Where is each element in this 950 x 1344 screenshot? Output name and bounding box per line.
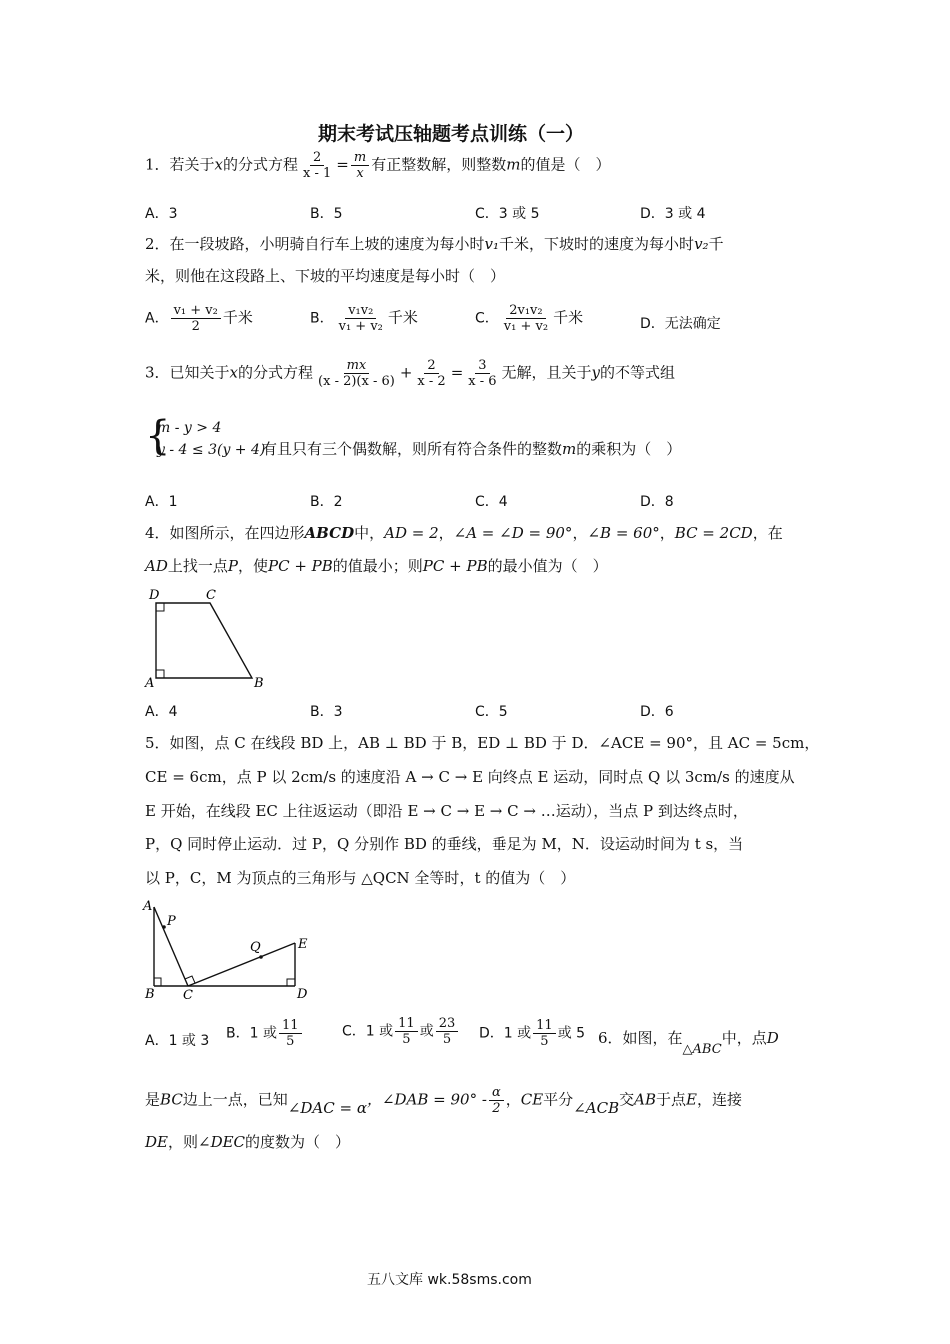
q4-p: P	[227, 557, 238, 575]
q5-c-den2: 5	[442, 1032, 452, 1047]
question-2-line-2: 米，则他在这段路上、下坡的平均速度是每小时（ ）	[145, 267, 506, 285]
q5-option-a: A．1 或 3	[145, 1033, 210, 1049]
segment-ce	[188, 943, 295, 986]
q6-text-3c: 的度数为（ ）	[245, 1133, 351, 1151]
q3-fraction-3	[465, 358, 499, 389]
q3-option-c: C．4	[475, 494, 508, 510]
q3-fraction-2	[414, 358, 448, 389]
q2-option-c	[475, 303, 583, 334]
q5-b-num: 11	[279, 1018, 302, 1034]
q6-ab: AB	[634, 1090, 656, 1109]
q1-f2-den: x	[356, 166, 364, 181]
q3-text-post2: 的不等式组	[600, 363, 676, 382]
q2-c-den: v₁ + v₂	[503, 319, 549, 334]
q3-text-mid: 的分式方程	[238, 363, 314, 382]
q6-ce: CE	[520, 1090, 544, 1109]
q3-f3-den: x - 6	[468, 374, 497, 389]
q3-text-post: 无解，且关于	[501, 363, 592, 382]
q2-option-a	[145, 303, 253, 334]
q6-e: E	[685, 1090, 697, 1109]
q4-option-a: A．4	[145, 704, 178, 720]
question-5-line-4: P，Q 同时停止运动．过 P，Q 分别作 BD 的垂线，垂足为 M，N．设运动时间为 t s，当	[145, 835, 744, 853]
q5-b-pre: B．1 或	[226, 1025, 277, 1042]
q4-ad: AD	[145, 557, 168, 575]
q3-option-d: D．8	[640, 494, 674, 510]
q5-c-pre: C．1 或	[342, 1023, 394, 1040]
q1-var-m: m	[506, 155, 521, 174]
point-p-dot	[162, 925, 166, 929]
point-q-dot	[259, 955, 263, 959]
q5-c-num2: 23	[436, 1016, 459, 1032]
q1-text-post: 有正整数解，则整数	[371, 155, 507, 174]
q5-d-pre: D．1 或	[479, 1025, 532, 1042]
question-1	[145, 150, 610, 181]
q3-var-m: m	[562, 440, 577, 458]
q3-sys-line-1: m - y > 4	[157, 420, 222, 436]
q2-v2: v₂	[694, 235, 709, 253]
q3-option-b: B．2	[310, 494, 343, 510]
right-angle-d-icon	[287, 979, 295, 986]
question-5-line-5: 以 P，C，M 为顶点的三角形与 △QCN 全等时，t 的值为（ ）	[145, 869, 576, 887]
q4-abcd: ABCD	[304, 524, 355, 542]
q2-text-1c: 千	[708, 235, 724, 253]
question-3-line-1	[145, 358, 675, 389]
q3-option-a: A．1	[145, 494, 178, 510]
q3-var-x: x	[229, 363, 239, 382]
q2-text-1b: 千米，下坡时的速度为每小时	[499, 235, 695, 253]
q5-b-den: 5	[286, 1034, 295, 1049]
right-angle-a-icon	[156, 670, 164, 678]
q3-text-line2: 有且只有三个偶数解，则所有符合条件的整数	[262, 440, 563, 458]
question-6-line-3	[145, 1130, 350, 1154]
label-d: D	[149, 588, 160, 603]
q3-f2-num: 2	[424, 358, 438, 374]
q2-b-fraction	[336, 303, 386, 334]
q1-var-x: x	[214, 155, 224, 174]
trapezoid-shape	[156, 603, 252, 678]
q2-v1: v₁	[484, 235, 500, 253]
q2-c-label: C．	[475, 310, 499, 327]
q2-b-unit: 千米	[387, 308, 418, 327]
label-c: C	[183, 988, 193, 1003]
q1-fraction-2	[351, 150, 369, 181]
q6-alpha-num: α	[489, 1085, 504, 1101]
label-d: D	[297, 987, 308, 1002]
q4-option-b: B．3	[310, 704, 343, 720]
q3-fraction-1	[315, 358, 398, 389]
q1-eq: =	[336, 155, 349, 174]
q6-text-2d: 平分	[543, 1090, 574, 1109]
question-4-line-2	[145, 554, 608, 578]
page-title: 期末考试压轴题考点训练（一）	[318, 123, 585, 145]
q4-text-2e: 的最小值为（ ）	[487, 557, 608, 575]
q4-text-1c: ，在	[752, 524, 783, 542]
question-3-line-2	[262, 437, 681, 461]
q6-text-2g: ，连接	[696, 1090, 742, 1109]
q1-f2-num: m	[351, 150, 369, 166]
q5-c-num1: 11	[395, 1016, 418, 1032]
q1-text-mid: 的分式方程	[223, 155, 299, 174]
q2-c-num: 2v₁v₂	[506, 303, 545, 319]
q5-d-post: 或 5	[557, 1025, 586, 1042]
q5-c-fraction-2	[436, 1016, 459, 1047]
q4-cond-3: ∠B = 60°	[587, 524, 660, 542]
right-angle-b-icon	[154, 978, 161, 986]
q1-fraction-1	[300, 150, 334, 181]
left-brace-icon: {	[145, 413, 171, 459]
q3-f2-den: x - 2	[417, 374, 446, 389]
label-e: E	[298, 937, 308, 952]
q1-option-c: C．3 或 5	[475, 206, 540, 222]
q3-f3-num: 3	[475, 358, 489, 374]
question-4-line-1: 4．如图所示，在四边形ABCD中，AD = 2，∠A = ∠D = 90°，∠B = 60°，BC = 2CD，在	[145, 524, 783, 542]
q6-text-2f: 于点	[655, 1090, 686, 1109]
q1-option-a: A．3	[145, 206, 178, 222]
q5-option-d	[479, 1018, 585, 1049]
q2-a-fraction	[171, 303, 221, 334]
q4-trapezoid-figure	[140, 585, 270, 695]
q6-de: DE	[145, 1133, 168, 1151]
q4-option-d: D．6	[640, 704, 674, 720]
q5-d-den: 5	[540, 1034, 549, 1049]
q5-d-fraction	[533, 1018, 556, 1049]
q1-option-d: D．3 或 4	[640, 206, 706, 222]
q1-f1-num: 2	[310, 150, 324, 166]
label-a: A	[143, 899, 153, 914]
footer-watermark: 五八文库 wk.58sms.com	[367, 1272, 532, 1288]
q2-a-den: 2	[191, 319, 200, 334]
q1-f1-den: x - 1	[303, 166, 332, 181]
q4-text-2c: ，使	[237, 557, 268, 575]
q4-cond-4: BC = 2CD	[674, 524, 753, 542]
q6-text-1b: 中，点	[721, 1029, 767, 1047]
q3-var-y: y	[591, 363, 601, 382]
q1-option-b: B．5	[310, 206, 343, 222]
right-angle-d-icon	[156, 603, 164, 611]
label-q: Q	[250, 940, 261, 955]
q4-cond-1: AD = 2	[384, 524, 439, 542]
q3-plus: +	[399, 363, 413, 382]
question-6-line-2	[145, 1085, 742, 1116]
q4-text-1b: 中，	[354, 524, 385, 542]
q4-expr: PC + PB	[267, 557, 333, 575]
q5-option-c	[342, 1016, 460, 1047]
q5-c-mid: 或	[419, 1023, 434, 1040]
q6-dec: ∠DEC	[198, 1133, 246, 1151]
label-b: B	[254, 676, 264, 691]
q3-text-pre: 3．已知关于	[145, 363, 230, 382]
q5-option-b	[226, 1018, 304, 1049]
q6-cond-2a: ，∠DAB = 90° -	[366, 1090, 487, 1109]
q2-b-label: B．	[310, 310, 334, 327]
q6-text-2a: 是	[145, 1090, 161, 1109]
q2-c-fraction	[501, 303, 551, 334]
label-p: P	[167, 914, 176, 929]
q6-acb: ∠ACB	[573, 1098, 620, 1117]
q6-cond-1: ∠DAC = α	[287, 1098, 367, 1117]
q6-text-3b: ，则	[167, 1133, 198, 1151]
q4-text-2d: 的值最小；则	[332, 557, 423, 575]
question-5-line-2: CE = 6cm，点 P 以 2cm/s 的速度沿 A → C → E 向终点 E 运动，同时点 Q 以 3cm/s 的速度从	[145, 768, 795, 786]
q1-text-pre: 1．若关于	[145, 155, 215, 174]
q6-bc: BC	[160, 1090, 183, 1109]
q5-c-den1: 5	[402, 1032, 411, 1047]
label-b: B	[145, 987, 155, 1002]
q5-d-num: 11	[533, 1018, 556, 1034]
q5-geometry-figure	[140, 895, 320, 1003]
q3-text-line2b: 的乘积为（ ）	[576, 440, 682, 458]
q2-a-label: A．	[145, 310, 169, 327]
q2-text-1a: 2．在一段坡路，小明骑自行车上坡的速度为每小时	[145, 235, 485, 253]
q2-a-num: v₁ + v₂	[171, 303, 221, 319]
q2-option-d: D．无法确定	[640, 316, 721, 332]
q2-b-num: v₁v₂	[345, 303, 376, 319]
q4-option-c: C．5	[475, 704, 508, 720]
q4-expr2: PC + PB	[422, 557, 488, 575]
label-a: A	[145, 676, 155, 691]
q4-text-2b: 上找一点	[167, 557, 228, 575]
q6-text-2c: ，	[505, 1090, 521, 1109]
q1-text-post2: 的值是（ ）	[520, 155, 611, 174]
question-5-line-3: E 开始，在线段 EC 上往返运动（即沿 E → C → E → C → …运动），当点 P 到达终点时，	[145, 802, 748, 820]
question-2-line-1	[145, 232, 724, 256]
q3-sys-line-2: y - 4 ≤ 3(y + 4)	[157, 442, 266, 458]
q6-text-1a: 6．如图，在	[598, 1029, 683, 1047]
question-5-line-1: 5．如图，点 C 在线段 BD 上，AB ⊥ BD 于 B，ED ⊥ BD 于 D．∠ACE = 90°，且 AC = 5cm，	[145, 734, 820, 752]
q2-b-den: v₁ + v₂	[338, 319, 383, 334]
q6-alpha-fraction	[489, 1085, 504, 1116]
q6-d: D	[766, 1029, 779, 1047]
q5-c-fraction-1	[395, 1016, 418, 1047]
q3-f1-num: mx	[344, 358, 370, 374]
q6-alpha-den: 2	[492, 1101, 501, 1116]
q5-b-fraction	[279, 1018, 302, 1049]
question-6-line-1	[598, 1026, 779, 1057]
q4-cond-2: ∠A = ∠D = 90°	[453, 524, 573, 542]
q6-text-2e: 交	[619, 1090, 635, 1109]
q6-triangle: △ABC	[682, 1042, 722, 1057]
q4-text-1a: 4．如图所示，在四边形	[145, 524, 305, 542]
q6-text-2b: 边上一点，已知	[182, 1090, 288, 1109]
q2-c-unit: 千米	[553, 308, 584, 327]
q3-eq: =	[450, 363, 464, 382]
q2-a-unit: 千米	[222, 308, 253, 327]
q2-option-b	[310, 303, 418, 334]
q3-f1-den: (x - 2)(x - 6)	[318, 374, 395, 389]
label-c: C	[206, 588, 216, 603]
